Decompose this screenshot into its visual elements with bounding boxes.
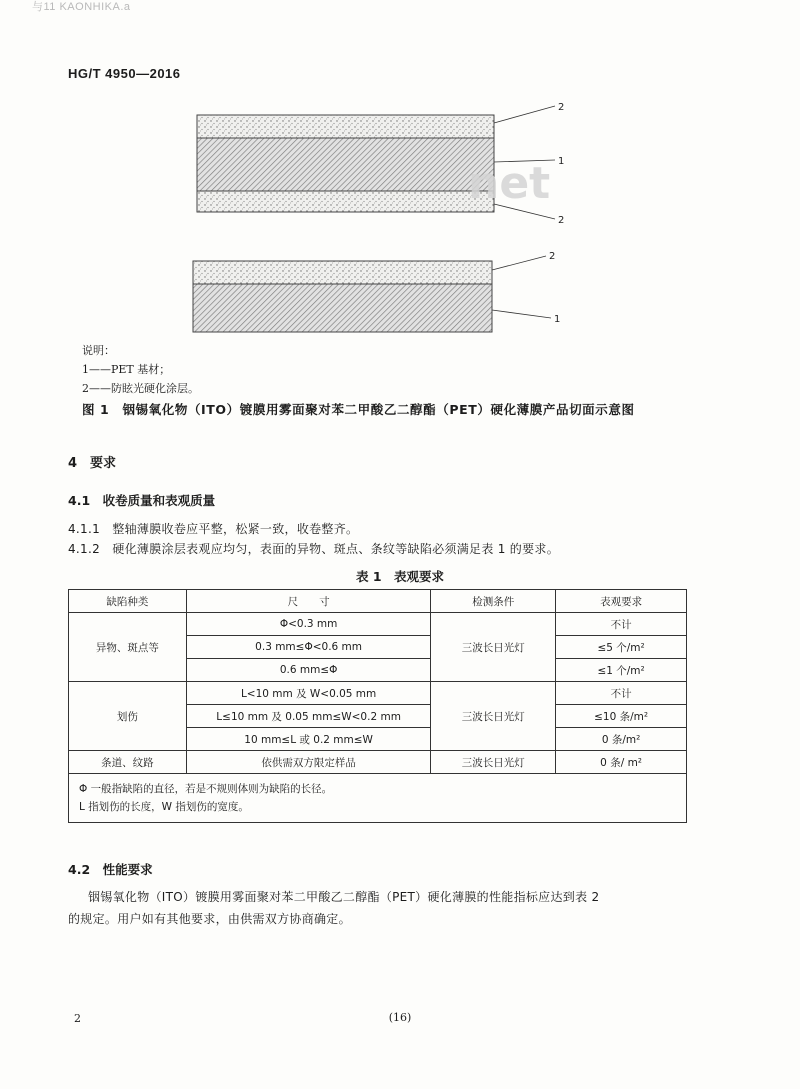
upper-pet-substrate: [197, 138, 494, 191]
figure-caption: 图 1 铟锡氧化物（ITO）镀膜用雾面聚对苯二甲酸乙二醇酯（PET）硬化薄膜产品切面示意图: [82, 402, 635, 417]
table-header-row: [69, 590, 687, 613]
size-cell: 依供需双方限定样品: [186, 751, 431, 774]
size-cell: Φ<0.3 mm: [186, 613, 431, 636]
section-4-1-heading: 4.1 收卷质量和表观质量: [68, 493, 216, 508]
size-cell: L<10 mm 及 W<0.05 mm: [186, 682, 431, 705]
requirement-cell: ≤1 个/m²: [556, 659, 687, 682]
requirement-cell: ≤5 个/m²: [556, 636, 687, 659]
condition-cell: 三波长日光灯: [431, 751, 556, 774]
callout-substrate-upper: 1: [558, 156, 565, 167]
cross-section-figure: [0, 0, 800, 340]
requirement-cell: ≤10 条/m²: [556, 705, 687, 728]
requirement-cell: 0 条/ m²: [556, 751, 687, 774]
table-1-appearance: [68, 589, 687, 823]
legend-title: 说明：: [82, 344, 115, 357]
section-4-2-paragraph-line2: 的规定。用户如有其他要求，由供需双方协商确定。: [68, 912, 351, 926]
section-4-2-heading: 4.2 性能要求: [68, 862, 153, 877]
page-sequence: (16): [388, 1011, 412, 1024]
callout-coating-lower: 2: [549, 251, 556, 262]
section-4-2-paragraph-line1: 铟锡氧化物（ITO）镀膜用雾面聚对苯二甲酸乙二醇酯（PET）硬化薄膜的性能指标应达到表 2: [88, 890, 600, 904]
top-watermark: 与11 KAONHIKA.a: [32, 1, 131, 13]
standard-header: HG/T 4950—2016: [68, 66, 181, 81]
header-size: 尺 寸: [186, 590, 431, 613]
table-row: [69, 682, 687, 705]
clause-4-1-1: 4.1.1 整轴薄膜收卷应平整，松紧一致，收卷整齐。: [68, 522, 359, 536]
table-row: [69, 613, 687, 636]
defect-type-cell: 划伤: [69, 682, 187, 751]
defect-type-cell: 条道、纹路: [69, 751, 187, 774]
section-4-heading: 4 要求: [68, 456, 117, 471]
table-note: L 指划伤的长度，W 指划伤的宽度。: [79, 801, 249, 813]
header-defect-type: 缺陷种类: [69, 590, 187, 613]
page-number: 2: [74, 1012, 81, 1025]
table-notes-row: [69, 774, 687, 823]
upper-bottom-coating: [197, 191, 494, 212]
condition-cell: 三波长日光灯: [431, 613, 556, 682]
figure-watermark: net: [468, 158, 551, 209]
callout-coating-upper-bottom: 2: [558, 215, 565, 226]
callout-coating-upper-top: 2: [558, 102, 565, 113]
defect-type-cell: 异物、斑点等: [69, 613, 187, 682]
requirement-cell: 不计: [556, 613, 687, 636]
legend-item-coating: 2——防眩光硬化涂层。: [82, 382, 199, 395]
condition-cell: 三波长日光灯: [431, 682, 556, 751]
table-1-caption: 表 1 表观要求: [355, 569, 445, 584]
header-requirement: 表观要求: [556, 590, 687, 613]
size-cell: L≤10 mm 及 0.05 mm≤W<0.2 mm: [186, 705, 431, 728]
requirement-cell: 不计: [556, 682, 687, 705]
clause-4-1-2: 4.1.2 硬化薄膜涂层表观应均匀，表面的异物、斑点、条纹等缺陷必须满足表 1 的要求。: [68, 542, 559, 556]
lower-coating: [193, 261, 492, 284]
table-row: [69, 751, 687, 774]
table-notes: [69, 774, 687, 823]
requirement-cell: 0 条/m²: [556, 728, 687, 751]
size-cell: 0.3 mm≤Φ<0.6 mm: [186, 636, 431, 659]
size-cell: 0.6 mm≤Φ: [186, 659, 431, 682]
table-note: Φ 一般指缺陷的直径，若是不规则体则为缺陷的长径。: [79, 783, 333, 795]
size-cell: 10 mm≤L 或 0.2 mm≤W: [186, 728, 431, 751]
legend-item-substrate: 1——PET 基材；: [82, 363, 171, 376]
lower-pet-substrate: [193, 284, 492, 332]
leader-lines: [492, 106, 555, 318]
callout-substrate-lower: 1: [554, 314, 561, 325]
upper-top-coating: [197, 115, 494, 138]
header-test-condition: 检测条件: [431, 590, 556, 613]
